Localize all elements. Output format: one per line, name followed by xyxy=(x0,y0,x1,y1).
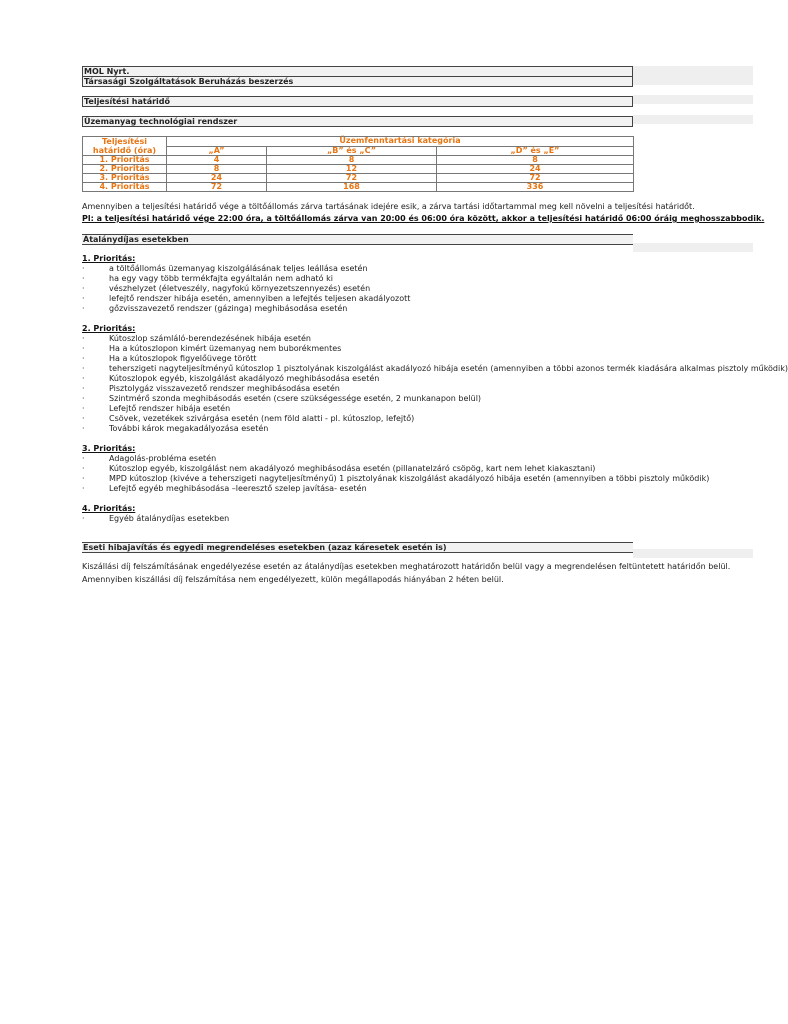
system-title: Üzemanyag technológiai rendszer xyxy=(82,116,633,127)
cell-de: 336 xyxy=(437,183,634,192)
list-item xyxy=(82,274,633,284)
cell-de: 8 xyxy=(437,156,634,165)
cell-a: 72 xyxy=(167,183,267,192)
closing-time-note: Amennyiben a teljesítési határidő vége a töltőállomás zárva tartásának idejére esik, a zárva tartási időtartammal meg kell növelni a teljesítési határidőt. xyxy=(82,202,695,211)
list-item xyxy=(82,394,633,404)
table-row xyxy=(83,183,634,192)
list-item xyxy=(82,374,633,384)
row-label: 2. Prioritás xyxy=(83,165,167,174)
list-item xyxy=(82,464,633,474)
bullet: · xyxy=(82,334,85,343)
bullet: · xyxy=(82,354,85,363)
gray-strip xyxy=(633,549,753,558)
list-item xyxy=(82,264,633,274)
bullet: · xyxy=(82,404,85,413)
individual-cases-title: Eseti hibajavítás és egyedi megrendeléses esetekben (azaz káresetek esetén is) xyxy=(82,542,633,553)
bullet: · xyxy=(82,304,85,313)
bullet: · xyxy=(82,374,85,383)
cell-bc: 168 xyxy=(267,183,437,192)
bullet: · xyxy=(82,484,85,493)
list-item xyxy=(82,344,633,354)
bullet: · xyxy=(82,264,85,273)
bullet: · xyxy=(82,384,85,393)
gray-strip xyxy=(633,66,753,85)
bullet: · xyxy=(82,394,85,403)
row-label: 4. Prioritás xyxy=(83,183,167,192)
individual-cases-line2: Amennyiben kiszállási díj felszámítása nem engedélyezett, külön megállapodás hiányában 2 héten belül. xyxy=(82,575,504,584)
bullet: · xyxy=(82,274,85,283)
bullet: · xyxy=(82,464,85,473)
cell-de: 72 xyxy=(437,174,634,183)
list-item-text: Pisztolygáz visszavezető rendszer meghibásodása esetén xyxy=(109,384,340,393)
col-header-deadline: Teljesítési határidő (óra) xyxy=(83,137,167,156)
cell-bc: 8 xyxy=(267,156,437,165)
department-name: Társasági Szolgáltatások Beruházás beszerzés xyxy=(82,77,633,87)
list-item-text: MPD kútoszlop (kivéve a teherszigeti nagyteljesítményű) 1 pisztolyának kiszolgálást akadályozó hibája esetén (amennyiben a többi pisztoly működik) xyxy=(109,474,710,483)
list-item xyxy=(82,384,633,394)
list-item-text: Kútoszlop számláló-berendezésének hibája esetén xyxy=(109,334,311,343)
list-item-text: Lefejtő rendszer hibája esetén xyxy=(109,404,231,413)
list-item xyxy=(82,284,633,294)
col-header-cat-a: „A” xyxy=(167,146,267,156)
list-item-text: Csövek, vezetékek szivárgása esetén (nem föld alatti - pl. kútoszlop, lefejtő) xyxy=(109,414,415,423)
list-item xyxy=(82,304,633,314)
gray-strip xyxy=(633,95,753,104)
bullet: · xyxy=(82,514,85,523)
cell-bc: 72 xyxy=(267,174,437,183)
col-header-cat-de: „D” és „E” xyxy=(437,146,634,156)
individual-cases-line1: Kiszállási díj felszámításának engedélyezése esetén az átalánydíjas esetekben meghatározott határidőn belül vagy a megrendelésen feltüntetett határidőn belül. xyxy=(82,562,731,571)
list-item xyxy=(82,294,633,304)
table-header-row xyxy=(83,137,634,147)
cell-a: 8 xyxy=(167,165,267,174)
list-item-text: Ha a kútoszlopon kimért üzemanyag nem buborékmentes xyxy=(109,344,342,353)
list-item-text: További károk megakadályozása esetén xyxy=(109,424,269,433)
document-column xyxy=(82,66,788,585)
list-item xyxy=(82,404,633,414)
flat-rate-title: Átalánydíjas esetekben xyxy=(82,234,633,245)
list-item xyxy=(82,414,633,424)
cell-bc: 12 xyxy=(267,165,437,174)
priority-heading: 3. Prioritás: xyxy=(82,444,136,453)
gray-strip xyxy=(633,243,753,252)
list-item-text: lefejtő rendszer hibája esetén, amennyiben a lefejtés teljesen akadályozott xyxy=(109,294,411,303)
list-item-text: Kútoszlop egyéb, kiszolgálást nem akadályozó meghibásodása esetén (pillanatelzáró csöpög, kart nem lehet kiakasztani) xyxy=(109,464,596,473)
list-item xyxy=(82,354,633,364)
priority-heading: 2. Prioritás: xyxy=(82,324,136,333)
flat-rate-groups xyxy=(82,254,788,524)
priority-heading: 1. Prioritás: xyxy=(82,254,136,263)
list-item-text: Egyéb átalánydíjas esetekben xyxy=(109,514,230,523)
deadline-title: Teljesítési határidő xyxy=(82,96,633,107)
row-label: 1. Prioritás xyxy=(83,156,167,165)
priority-table xyxy=(82,136,634,192)
table-row xyxy=(83,165,634,174)
list-item-text: teherszigeti nagyteljesítményű kútoszlop 1 pisztolyának kiszolgálást akadályozó hibája esetén (amennyiben a többi azonos termék kiadására alkalmas pisztoly működik) xyxy=(109,364,788,373)
company-name: MOL Nyrt. xyxy=(82,66,633,77)
list-item xyxy=(82,424,633,434)
bullet: · xyxy=(82,414,85,423)
col-header-category-group: Üzemfenntartási kategória xyxy=(167,137,634,147)
bullet: · xyxy=(82,284,85,293)
row-label: 3. Prioritás xyxy=(83,174,167,183)
cell-de: 24 xyxy=(437,165,634,174)
list-item-text: Lefejtő egyéb meghibásodása –leeresztő szelep javítása- esetén xyxy=(109,484,367,493)
list-item-text: Szintmérő szonda meghibásodás esetén (csere szükségessége esetén, 2 munkanapon belül) xyxy=(109,394,482,403)
cell-a: 4 xyxy=(167,156,267,165)
list-item-text: Kútoszlopok egyéb, kiszolgálást akadályozó meghibásodása esetén xyxy=(109,374,380,383)
table-row xyxy=(83,156,634,165)
list-item-text: vészhelyzet (életveszély, nagyfokú környezetszennyezés) esetén xyxy=(109,284,371,293)
cell-a: 24 xyxy=(167,174,267,183)
list-item-text: Adagolás-probléma esetén xyxy=(109,454,217,463)
list-item xyxy=(82,484,633,494)
list-item xyxy=(82,514,633,524)
list-item-text: Ha a kútoszlopok figyelőüvege törött xyxy=(109,354,257,363)
list-item xyxy=(82,334,633,344)
bullet: · xyxy=(82,474,85,483)
bullet: · xyxy=(82,294,85,303)
list-item xyxy=(82,364,788,374)
gray-strip xyxy=(633,115,753,124)
list-item xyxy=(82,454,633,464)
list-item-text: a töltőállomás üzemanyag kiszolgálásának teljes leállása esetén xyxy=(109,264,368,273)
bullet: · xyxy=(82,344,85,353)
list-item-text: ha egy vagy több termékfajta egyáltalán nem adható ki xyxy=(109,274,333,283)
list-item xyxy=(82,474,710,484)
list-item-text: gőzvisszavezető rendszer (gázinga) meghibásodása esetén xyxy=(109,304,348,313)
bullet: · xyxy=(82,364,85,373)
bullet: · xyxy=(82,454,85,463)
priority-heading: 4. Prioritás: xyxy=(82,504,136,513)
bullet: · xyxy=(82,424,85,433)
col-header-cat-bc: „B” és „C” xyxy=(267,146,437,156)
closing-time-example: Pl: a teljesítési határidő vége 22:00 óra, a töltőállomás zárva van 20:00 és 06:00 óra között, akkor a teljesítési határidő 06:00 óráig meghosszabbodik. xyxy=(82,214,765,223)
